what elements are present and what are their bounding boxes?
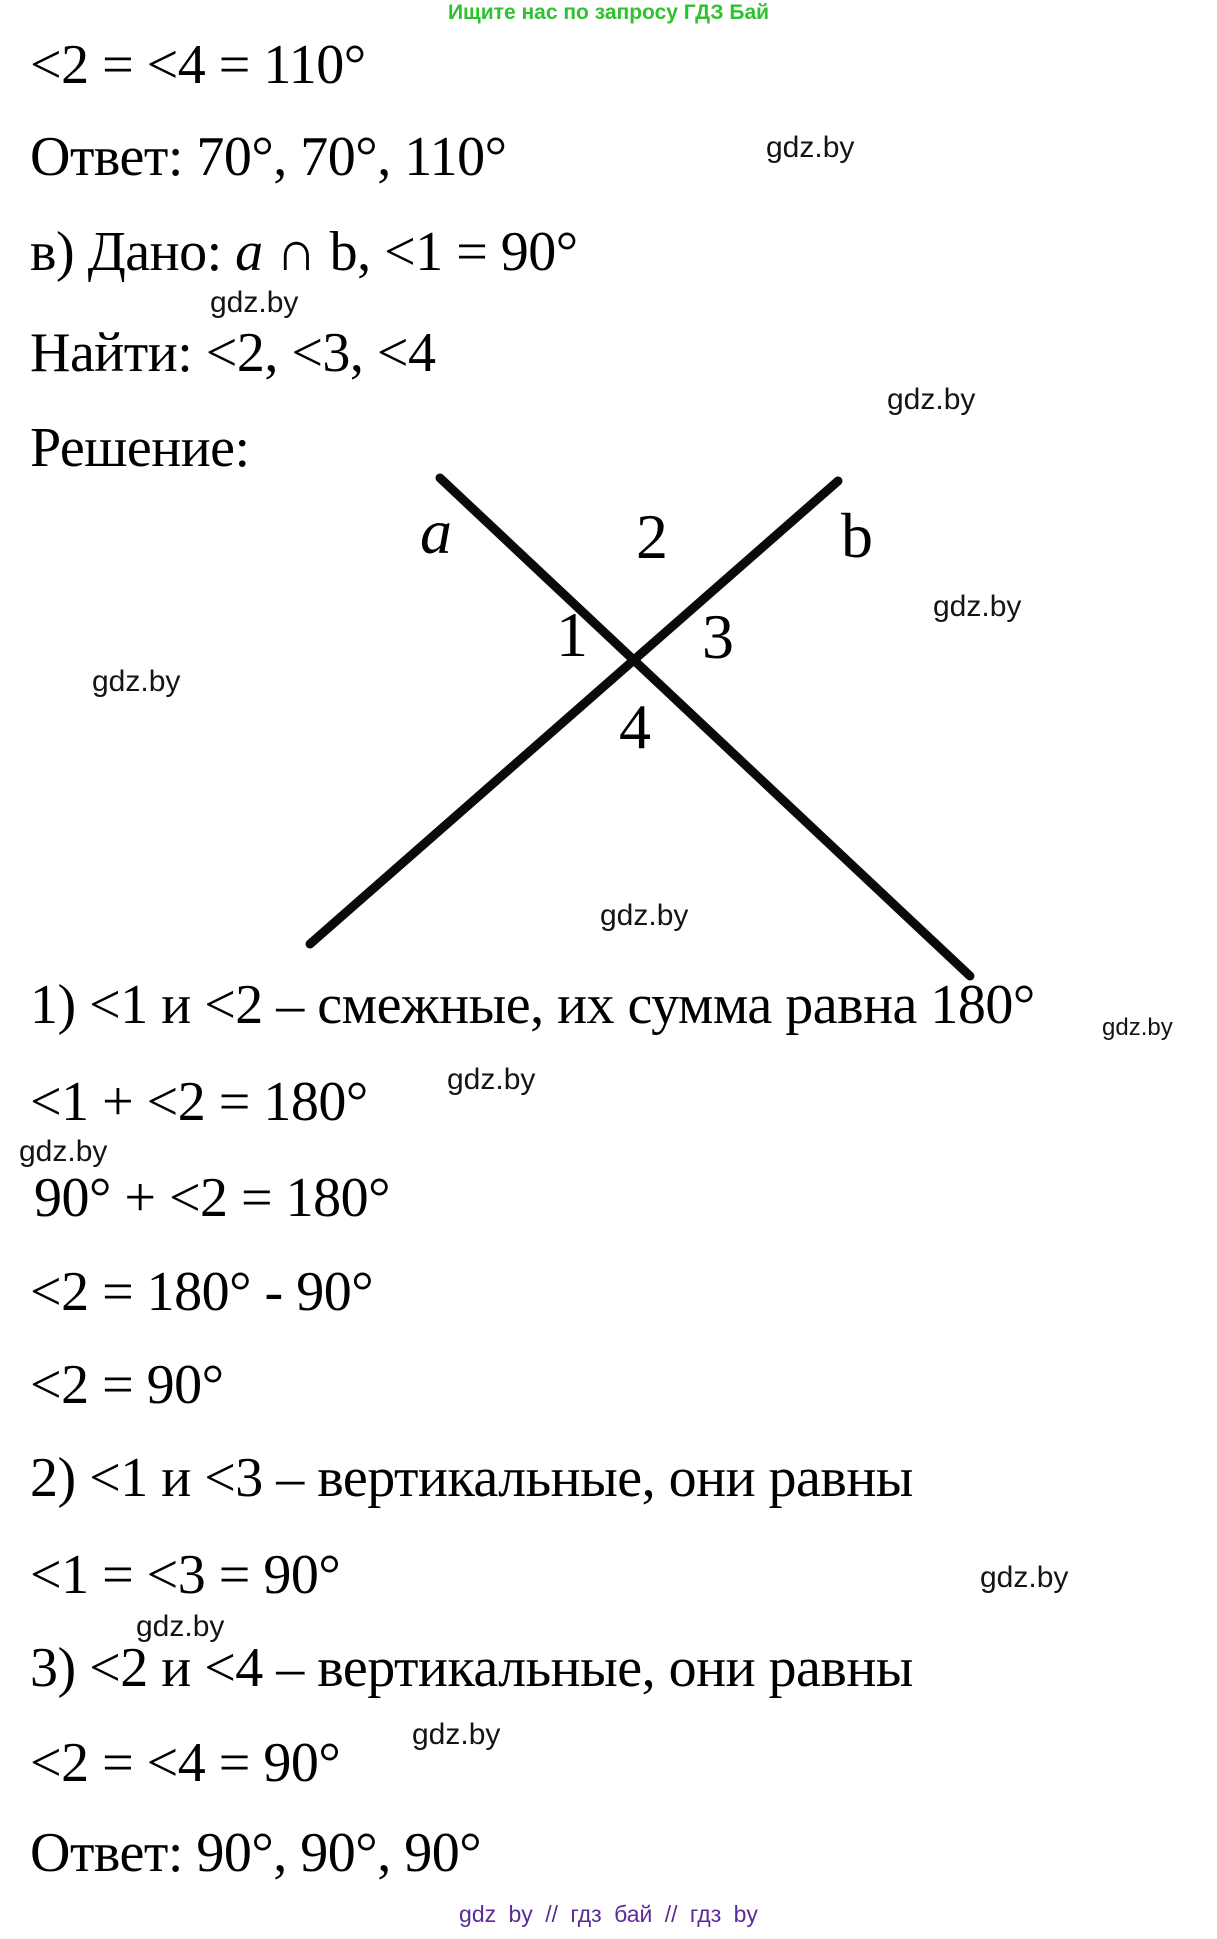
watermark: gdz.by <box>136 1610 225 1643</box>
diagram-label-angle-4: 4 <box>619 691 651 762</box>
step2-eq: <1 = <3 = 90° <box>30 1544 341 1606</box>
step2-statement: 2) <1 и <3 – вертикальные, они равны <box>30 1447 913 1509</box>
watermark: gdz.by <box>412 1718 501 1751</box>
promo-header-text: Ищите нас по запросу ГДЗ Бай <box>447 1 770 24</box>
diagram-label-angle-2: 2 <box>636 501 668 572</box>
watermark: gdz.by <box>980 1561 1069 1594</box>
diagram-label-angle-3: 3 <box>702 601 734 672</box>
watermark: gdz.by <box>92 665 181 698</box>
watermark: gdz.by <box>600 899 689 932</box>
watermark: gdz.by <box>1102 1014 1173 1041</box>
given-line-a: a <box>235 221 263 283</box>
watermark: gdz.by <box>19 1135 108 1168</box>
diagram-label-line-a: a <box>420 496 452 567</box>
watermark: gdz.by <box>887 383 976 416</box>
diagram-label-line-b: b <box>841 500 873 571</box>
promo-footer-text: gdz by // гдз бай // гдз by <box>459 1901 758 1927</box>
watermark: gdz.by <box>210 286 299 319</box>
watermark: gdz.by <box>933 590 1022 623</box>
final-answer-line: Ответ: 90°, 90°, 90° <box>30 1822 482 1884</box>
step1-eq2: 90° + <2 = 180° <box>34 1167 391 1229</box>
step1-statement: 1) <1 и <2 – смежные, их сумма равна 180° <box>30 974 1035 1036</box>
prev-result-line: <2 = <4 = 110° <box>30 34 366 96</box>
step1-eq3: <2 = 180° - 90° <box>30 1261 374 1323</box>
line-b <box>310 481 838 944</box>
step3-eq: <2 = <4 = 90° <box>30 1732 341 1794</box>
find-line: Найти: <2, <3, <4 <box>30 322 436 384</box>
solution-heading: Решение: <box>30 417 250 479</box>
given-prefix: в) Дано: <box>30 221 236 283</box>
line-a <box>440 478 970 976</box>
given-rest: ∩ b, <1 = 90° <box>262 221 578 283</box>
prev-answer-line: Ответ: 70°, 70°, 110° <box>30 126 507 188</box>
given-line <box>30 221 578 283</box>
step1-eq1: <1 + <2 = 180° <box>30 1071 368 1133</box>
watermark: gdz.by <box>447 1063 536 1096</box>
diagram-label-angle-1: 1 <box>556 599 588 670</box>
watermark: gdz.by <box>766 131 855 164</box>
step1-eq4: <2 = 90° <box>30 1354 224 1416</box>
step3-statement: 3) <2 и <4 – вертикальные, они равны <box>30 1637 913 1699</box>
